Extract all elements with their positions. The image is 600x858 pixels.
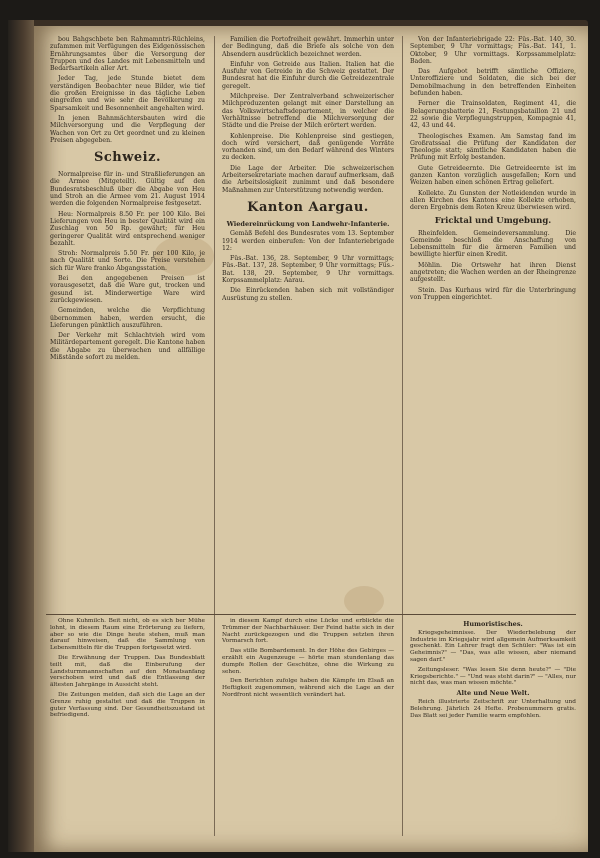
book-spine [8,20,34,852]
article-paragraph: Theologisches Examen. Am Samstag fand im Großratssaal die Prüfung der Kandidaten der Theologie statt; sämtliche Kandidaten haben die Prüfung mit Erfolg bestanden. [410,132,576,162]
feuilleton-paragraph: Die Erwähnung der Truppen. Das Bundesblatt teilt mit, daß die Einberufung der Landsturmmannschaften auf den Monatsanfang verschoben wird und daß die Entlassung der ältesten Jahrgänge in Aussicht steht. [50,654,205,689]
column-middle [222,36,394,611]
column-right [410,36,576,611]
feuilleton-paragraph: Ohne Kuhmilch. Beit nicht, ob es sich ber Mühe lohnt, in diesem Raum eine Erörterung zu liefern, aber so wie die Dinge heute stehen, muß man darauf hinweisen, daß die Sammlung von Lebensmitteln für die Truppen fortgesetzt wird. [50,618,205,652]
feuilleton-paragraph: Kriegsgeheimnisse. Der Wiederbelebung der Industrie im Kriegsjahr wird allgemein Aufmerksamkeit geschenkt. Ein Lehrer fragt den Schüler: "Was ist ein Geheimnis?" — "Das, was alle wissen, aber niemand sagen darf." [410,629,576,663]
article-paragraph: Jeder Tag, jede Stunde bietet dem verständigen Beobachter neue Bilder, wie tief die großen Ereignisse in das tägliche Leben eingreifen und wie sehr die Bevölkerung zu Sparsamkeit und Besonnenheit angehalten wird. [50,75,205,112]
article-paragraph: Gemäß Befehl des Bundesrates vom 13. September 1914 werden einberufen: Von der Infanteriebrigade 12: [222,230,394,252]
article-paragraph: In jenen Bahnmächtersbauten wird die Milchversorgung und die Verpflegung der Wachen von Ort zu Ort geordnet und zu kleinen Preisen abgegeben. [50,114,205,144]
article-paragraph: Stein. Das Kurhaus wird für die Unterbringung von Truppen eingerichtet. [410,286,576,301]
feuilleton-paragraph: Den Berichten zufolge haben die Kämpfe im Elsaß an Heftigkeit zugenommen, während sich die Lage an der Nordfront nicht wesentlich verändert hat. [222,678,394,698]
article-paragraph: Rheinfelden. Gemeindeversammlung. Die Gemeinde beschloß die Anschaffung von Lebensmitteln für die ärmeren Familien und bewilligte hierfür einen Kredit. [410,229,576,259]
article-paragraph: Familien die Portofreiheit gewährt. Immerhin unter der Bedingung, daß die Briefe als solche von den Absendern ausdrücklich bezeichnet werden. [222,36,394,58]
feuilleton-paragraph: Zeitungsleser. "Was lesen Sie denn heute?" — "Die Kriegsberichte." — "Und was steht darin?" — "Alles, nur nicht das, was man wissen möchte." [410,666,576,687]
article-paragraph: Stroh: Normalpreis 5.50 Fr. per 100 Kilo, je nach Qualität und Sorte. Die Preise verstehen sich für Ware franko Abgangsstation. [50,250,205,272]
article-paragraph: Gemeinden, welche die Verpflichtung übernommen haben, werden ersucht, die Lieferungen pünktlich auszuführen. [50,307,205,329]
article-subheading: Wiedereinrückung von Landwehr-Infanterie. [226,219,390,228]
feuilleton-heading: Alte und Neue Welt. [456,689,530,698]
section-divider [46,614,576,615]
article-paragraph: Von der Infanteriebrigade 22: Füs.-Bat. 140, 30. September, 9 Uhr vormittags; Füs.-Bat. 141, 1. Oktober, 9 Uhr vormittags. Korpssammelplatz: Baden. [410,36,576,65]
article-paragraph: Normalpreise für in- und Straßlieferungen an die Armee (Mitgeteilt). Gültig auf den Bundesratsbeschluß über die Abgabe von Heu und Stroh an die Armee vom 21. August 1914 werden die folgenden Normalpreise festgesetzt. [50,171,205,208]
article-paragraph: Die Einrückenden haben sich mit vollständiger Ausrüstung zu stellen. [222,287,394,302]
article-paragraph: Heu: Normalpreis 8.50 Fr. per 100 Kilo. Bei Lieferungen von Heu in bester Qualität wird ein Zuschlag von 50 Rp. gewährt; für Heu geringerer Qualität wird entsprechend weniger bezahlt. [50,210,205,247]
feuilleton-heading: Humoristisches. [463,620,523,628]
article-paragraph: Einfuhr von Getreide aus Italien. Italien hat die Ausfuhr von Getreide in die Schweiz gestattet. Der Bundesrat hat die Einfuhr durch die Getreidezentrale geregelt. [222,60,394,90]
feuilleton-middle [222,618,394,838]
section-heading-kanton-aargau: Kanton Aargau. [247,199,369,215]
article-paragraph: Ferner die Trainsoldaten, Regiment 41, die Belagerungsbatterie 21, Festungsbataillon 21 und 22 sowie die Verpflegungstruppen, Kompagnie 41, 42, 43 und 44. [410,100,576,130]
newspaper-page [34,26,588,852]
section-heading-fricktal: Fricktal und Umgebung. [434,215,552,226]
article-paragraph: Milchpreise. Der Zentralverband schweizerischer Milchproduzenten gelangt mit einer Darstellung an das Volkswirtschaftsdepartement, in welcher die Verhältnisse betreffend die Milchversorgung der Städte und die Preise der Milch erörtert werden. [222,93,394,130]
feuilleton-paragraph: Das stille Bombardement. In der Höhe des Gebirges — erzählt ein Augenzeuge — hörte man stundenlang das dumpfe Rollen der Geschütze, ohne die Wirkung zu sehen. [222,648,394,675]
article-paragraph: Der Verkehr mit Schlachtvieh wird vom Militärdepartement geregelt. Die Kantone haben die Abgabe zu überwachen und allfällige Mißstände sofort zu melden. [50,332,205,361]
feuilleton-right [410,618,576,838]
column-left [50,36,205,611]
feuilleton-paragraph: Reich illustrierte Zeitschrift zur Unterhaltung und Belehrung. Jährlich 24 Hefte. Probenummern gratis. Das Blatt sei jeder Familie warm empfohlen. [410,698,576,719]
book-binding [8,20,588,852]
feuilleton-paragraph: in diesem Kampf durch eine Lücke und erblickte die Trümmer der Nachbarhäuser. Der Feind hatte sich in der Nacht zurückgezogen und die Truppen setzten ihren Vormarsch fort. [222,618,394,645]
article-paragraph: Die Lage der Arbeiter. Die schweizerischen Arbeitersekretariate machen darauf aufmerksam, daß die Arbeitslosigkeit zunimmt und daß besondere Maßnahmen zur Unterstützung notwendig werden. [222,164,394,194]
article-paragraph: Gute Getreideernte. Die Getreideernte ist im ganzen Kanton vorzüglich ausgefallen; Korn und Weizen haben einen schönen Ertrag geliefert. [410,164,576,187]
column-rule [402,36,403,836]
column-rule [214,36,215,836]
article-paragraph: Bei den angegebenen Preisen ist vorausgesetzt, daß die Ware gut, trocken und gesund ist. Minderwertige Ware wird zurückgewiesen. [50,275,205,304]
feuilleton-left [50,618,205,838]
article-paragraph: Möhlin. Die Ortswehr hat ihren Dienst angetreten; die Wachen werden an der Rheingrenze aufgestellt. [410,261,576,284]
article-paragraph: Das Aufgebot betrifft sämtliche Offiziere, Unteroffiziere und Soldaten, die sich bei der Demobilmachung in den betreffenden Einheiten befunden haben. [410,68,576,98]
article-paragraph: Füs.-Bat. 136, 28. September, 9 Uhr vormittags; Füs.-Bat. 137, 28. September, 9 Uhr vormittags; Füs.-Bat. 138, 29. September, 9 Uhr vormittags. Korpssammelplatz: Aarau. [222,255,394,285]
article-paragraph: Kollekte. Zu Gunsten der Notleidenden wurde in allen Kirchen des Kantons eine Kollekte erhoben, deren Ergebnis dem Roten Kreuz überwiesen wird. [410,189,576,212]
article-paragraph: Kohlenpreise. Die Kohlenpreise sind gestiegen, doch wird versichert, daß genügende Vorräte vorhanden sind, um den Bedarf während des Winters zu decken. [222,132,394,162]
article-paragraph: bou Bahgschbete ben Rahmamntri-Rüchleins, zufammen mit Verfügungen des Eidgenössischen Ernährungsamtes über die Versorgung der Truppen und des Landes mit Lebensmitteln und Bedarfsartikeln aller Art. [50,36,205,73]
feuilleton-paragraph: Die Zeitungen melden, daß sich die Lage an der Grenze ruhig gestaltet und daß die Truppen in guter Verfassung sind. Der Gesundheitszustand ist befriedigend. [50,691,205,719]
section-heading-schweiz: Schweiz. [93,150,162,166]
